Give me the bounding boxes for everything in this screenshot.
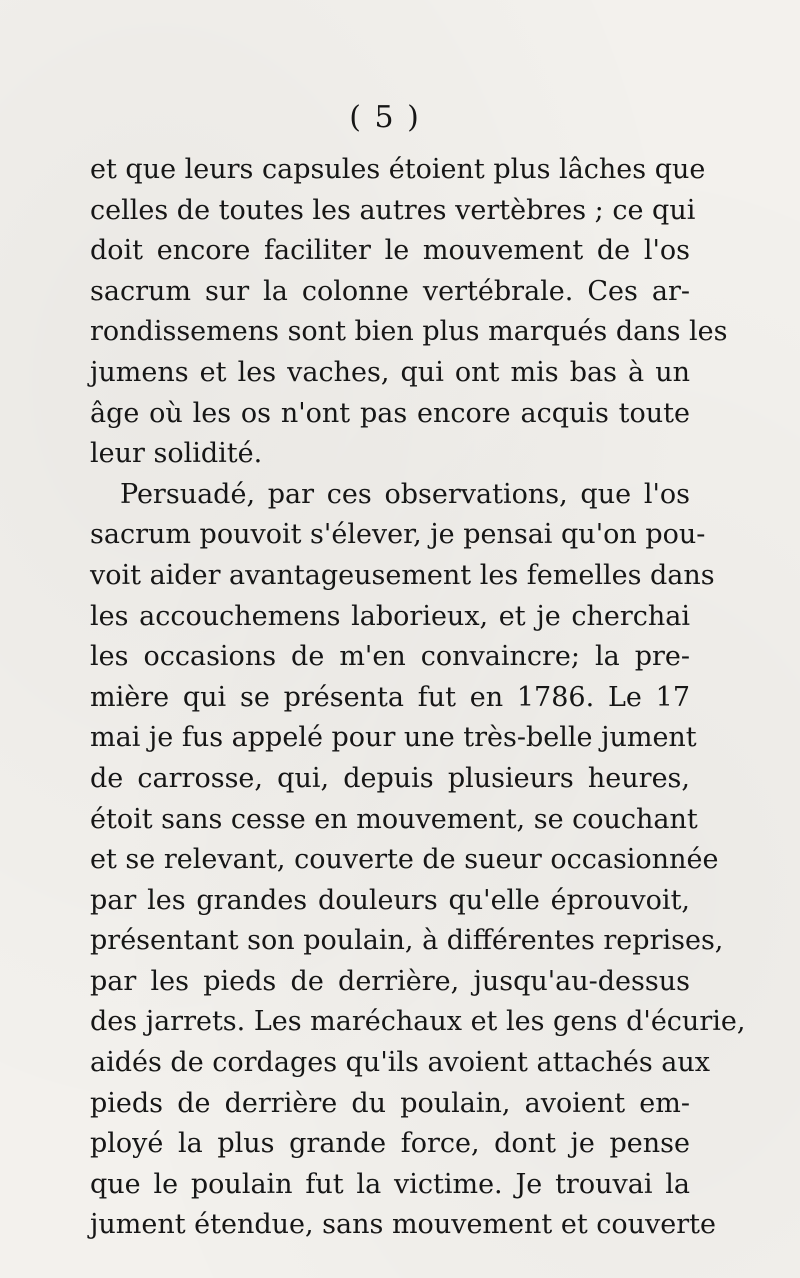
text-line: sacrum pouvoit s'élever, je pensai qu'on pou- <box>90 519 706 551</box>
text-line: que le poulain fut la victime. Je trouvai la <box>90 1168 690 1200</box>
text-line: mai je fus appelé pour une très-belle jument <box>90 722 697 754</box>
text-line: présentant son poulain, à différentes reprises, <box>90 925 724 957</box>
text-line: les accouchemens laborieux, et je cherchai <box>90 600 690 632</box>
text-line: et que leurs capsules étoient plus lâches que <box>90 154 706 185</box>
text-line: pieds de derrière du poulain, avoient em- <box>90 1087 690 1119</box>
text-line: doit encore faciliter le mouvement de l'os <box>90 235 690 267</box>
text-line: les occasions de m'en convaincre; la pre- <box>90 641 690 673</box>
text-line: aidés de cordages qu'ils avoient attachés aux <box>90 1047 711 1079</box>
paragraph-start-line: Persuadé, par ces observations, que l'os <box>120 478 690 510</box>
text-line: sacrum sur la colonne vertébrale. Ces ar- <box>90 275 690 307</box>
text-line: par les pieds de derrière, jusqu'au-dessus <box>90 965 690 997</box>
text-line: mière qui se présenta fut en 1786. Le 17 <box>90 681 690 713</box>
text-line: leur solidité. <box>90 438 263 470</box>
page-number: ( 5 ) <box>349 100 421 135</box>
body-text <box>90 150 746 1246</box>
text-line: celles de toutes les autres vertèbres ; ce qui <box>90 194 696 226</box>
text-line: âge où les os n'ont pas encore acquis toute <box>90 397 690 429</box>
text-line: de carrosse, qui, depuis plusieurs heures, <box>90 762 690 794</box>
text-line: ployé la plus grande force, dont je pense <box>90 1128 690 1160</box>
text-line: voit aider avantageusement les femelles dans <box>90 559 715 591</box>
text-line: rondissemens sont bien plus marqués dans les <box>90 316 728 348</box>
text-line: jumens et les vaches, qui ont mis bas à un <box>90 356 690 388</box>
text-line: et se relevant, couverte de sueur occasionnée <box>90 844 719 876</box>
text-line: des jarrets. Les maréchaux et les gens d'écurie, <box>90 1006 746 1038</box>
text-line: jument étendue, sans mouvement et couverte <box>90 1209 716 1241</box>
text-line: par les grandes douleurs qu'elle éprouvoit, <box>90 884 690 916</box>
text-line: étoit sans cesse en mouvement, se couchant <box>90 803 698 835</box>
